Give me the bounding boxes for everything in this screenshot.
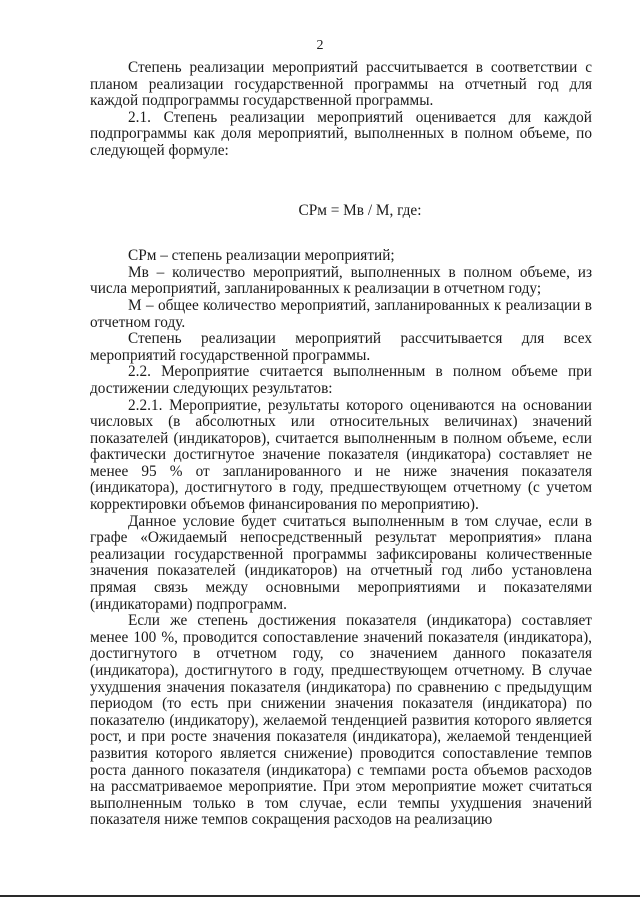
page-bottom-border [0,895,640,897]
document-body [90,60,592,829]
paragraph-condition: Данное условие будет считаться выполненным в том случае, если в графе «Ожидаемый непосредственный результат мероприятия» плана реализации государственной программы зафиксированы количественные значения показателей (индикаторов) на отчетный год либо установлена прямая связь между основными мероприятиями и показателями (индикаторами) подпрограмм. [90,512,592,613]
definition-m: М – общее количество мероприятий, запланированных к реализации в отчетном году. [90,296,592,331]
paragraph-2-2: 2.2. Мероприятие считается выполненным в полном объеме при достижении следующих результатов: [90,363,592,397]
definition-srm: СРм – степень реализации мероприятий; [128,247,395,265]
paragraph-intro: Степень реализации мероприятий рассчитывается в соответствии с планом реализации государственной программы на отчетный год для каждой подпрограммы государственной программы. [90,59,592,110]
paragraph-comparison: Если же степень достижения показателя (индикатора) составляет менее 100 %, проводится сопоставление значений показателя (индикатора), достигнутого в отчетном году, со значением данного показателя (индикатора), достигнутого в году, предшествующем отчетному. В случае ухудшения значения показателя (индикатора) по сравнению с предыдущим периодом (то есть при снижении значения показателя (индикатора) по показателю (индикатору), желаемой тенденцией развития которого является рост, и при росте значения показателя (индикатора), желаемой тенденцией развития которого является снижение) проводится сопоставление темпов роста данного показателя (индикатора) с темпами роста объемов расходов на рассматриваемое мероприятие. При этом мероприятие может считаться выполненным только в том случае, если темпы ухудшения значений показателя ниже темпов сокращения расходов на реализацию [90,612,592,829]
paragraph-scope: Степень реализации мероприятий рассчитывается для всех мероприятий государственной программы. [90,330,592,364]
paragraph-2-1: 2.1. Степень реализации мероприятий оценивается для каждой подпрограммы как доля мероприятий, выполненных в полном объеме, по следующей формуле: [90,108,592,159]
paragraph-2-2-1: 2.2.1. Мероприятие, результаты которого оцениваются на основании числовых (в абсолютных или относительных величинах) значений показателей (индикаторов), считается выполненным в полном объеме, если фактически достигнутое значение показателя (индикатора) составляет не менее 95 % от запланированного и не ниже значения показателя (индикатора), достигнутого в году, предшествующем отчетному (с учетом корректировки объемов финансирования по мероприятию). [90,396,592,514]
formula: СРм = Мв / М, где: [298,201,422,219]
definition-mv: Мв – количество мероприятий, выполненных в полном объеме, из числа мероприятий, запланированных к реализации в отчетном году; [90,263,592,298]
page-number: 2 [316,38,324,53]
